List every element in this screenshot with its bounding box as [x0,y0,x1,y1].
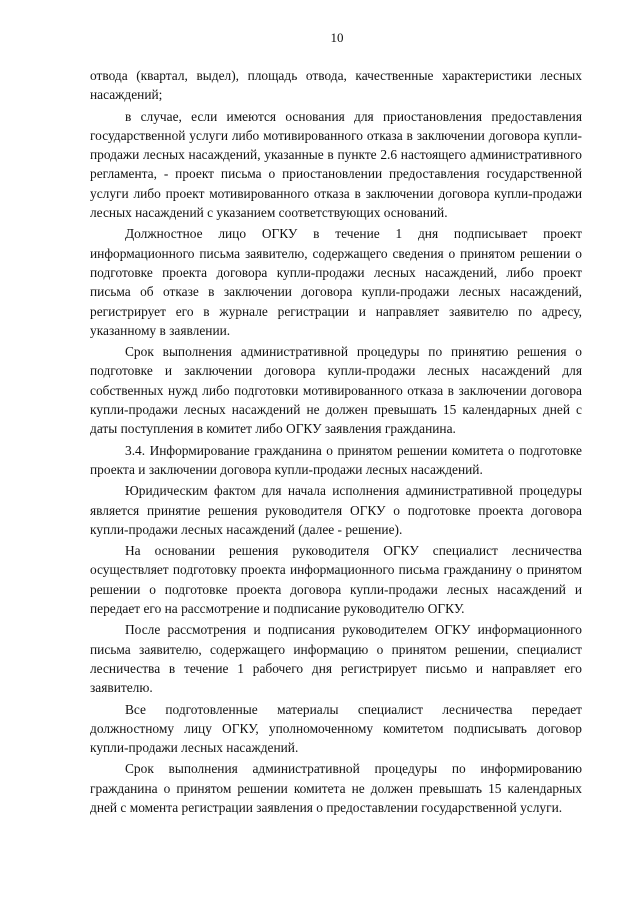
paragraph: Все подготовленные материалы специалист лесничества передает должностному лицу ОГКУ, уполномоченному комитетом подписывать договор купли-продажи лесных насаждений. [90,701,582,756]
paragraph: Срок выполнения административной процедуры по принятию решения о подготовке и заключении договора купли-продажи лесных насаждений для собственных нужд либо подготовки мотивированного отказа в заключении договора купли-продажи лесных насаждений не должен превышать 15 календарных дней с даты поступления в комитет либо ОГКУ заявления гражданина. [90,344,582,437]
paragraph: Срок выполнения административной процедуры по информированию гражданина о принятом решении комитета не должен превышать 15 календарных дней с момента регистрации заявления о предоставлении государственной услуги. [90,761,582,815]
paragraph: 3.4. Информирование гражданина о принятом решении комитета о подготовке проекта и заключении договора купли-продажи лесных насаждений. [90,442,582,477]
page-number: 10 [330,30,344,45]
paragraph: Юридическим фактом для начала исполнения административной процедуры является принятие решения руководителя ОГКУ о подготовке проекта договора купли-продажи лесных насаждений (далее - решение). [90,483,582,537]
paragraph: в случае, если имеются основания для приостановления предоставления государственной услуги либо мотивированного отказа в заключении договора купли-продажи лесных насаждений, указанные в пункте 2.6 настоящего административного регламента, - проект письма о приостановлении предоставления государственной услуги либо проект мотивированного отказа в заключении договора купли-продажи лесных насаждений с указанием соответствующих оснований. [90,108,582,221]
paragraph: отвода (квартал, выдел), площадь отвода, качественные характеристики лесных насаждений; [90,68,582,103]
paragraph: Должностное лицо ОГКУ в течение 1 дня подписывает проект информационного письма заявителю, содержащего сведения о принятом решении о подготовке проекта договора купли-продажи лесных насаждений, либо проект письма об отказе в заключении договора купли-продажи лесных насаждений, регистрирует его в журнале регистрации и направляет заявителю по адресу, указанному в заявлении. [90,226,582,338]
paragraph: После рассмотрения и подписания руководителем ОГКУ информационного письма заявителю, содержащего информацию о принятом решении, специалист лесничества в течение 1 рабочего дня регистрирует письмо и направляет его заявителю. [90,622,582,696]
paragraph: На основании решения руководителя ОГКУ специалист лесничества осуществляет подготовку проекта информационного письма гражданину о принятом решении о подготовке проекта договора купли-продажи лесных насаждений и передает его на рассмотрение и подписание руководителю ОГКУ. [90,543,582,617]
